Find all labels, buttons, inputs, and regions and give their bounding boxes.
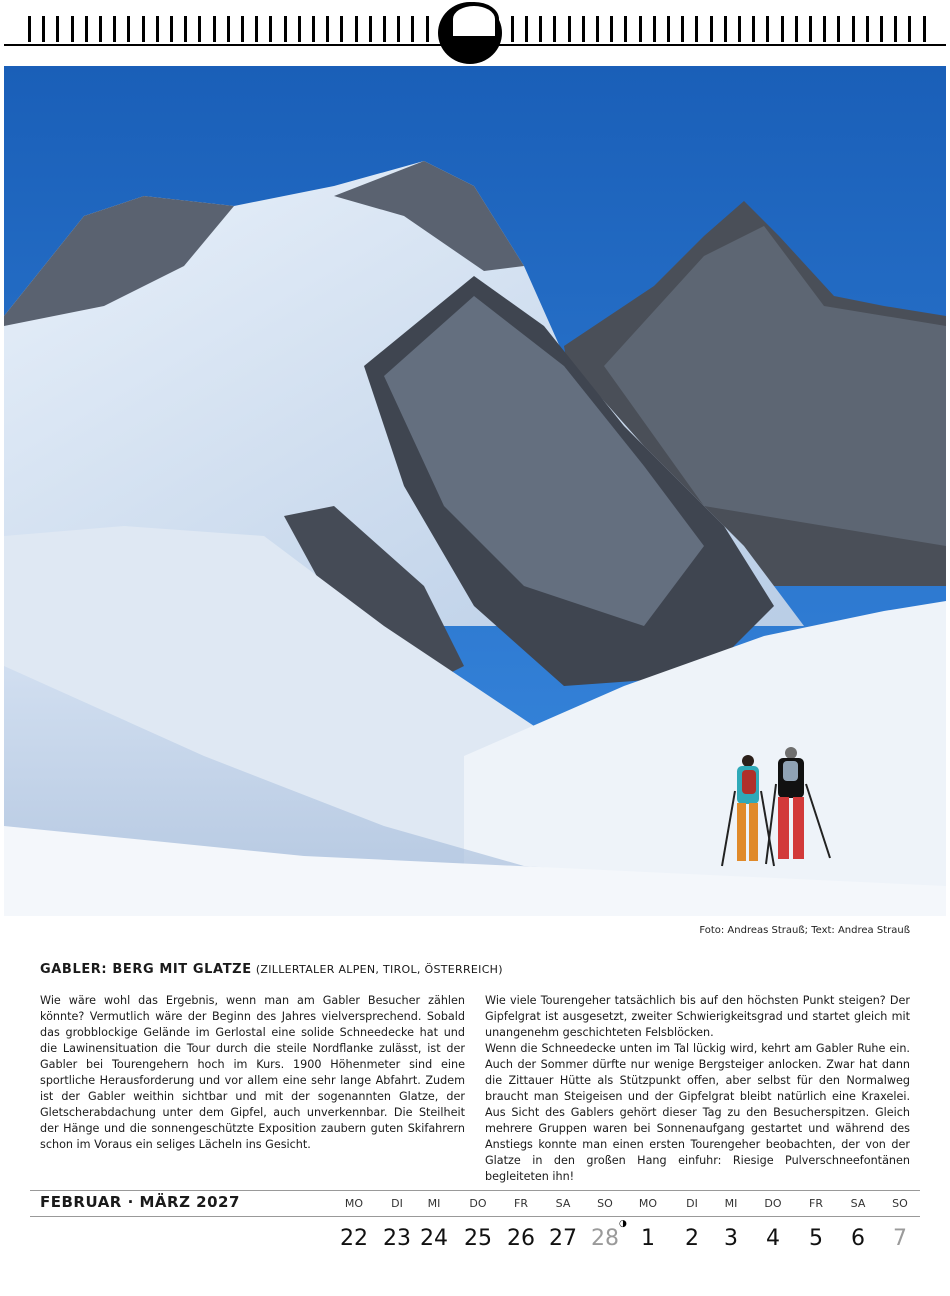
binding-hook [639, 16, 642, 42]
weekday-label: SA [555, 1197, 571, 1210]
calendar-date: 6 [851, 1226, 865, 1251]
binding-hook [355, 16, 358, 42]
binding-hook [624, 16, 627, 42]
weekday-label: DO [764, 1197, 782, 1210]
binding-hook [724, 16, 727, 42]
binding-hook [227, 16, 230, 42]
binding-hook [170, 16, 173, 42]
calendar-date: 22 [340, 1226, 368, 1251]
binding-hook [596, 16, 599, 42]
binding-hook [383, 16, 386, 42]
binding-hook [411, 16, 414, 42]
binding-hook [312, 16, 315, 42]
weekday-label: MI [724, 1197, 738, 1210]
paragraph: Wie viele Tourengeher tatsächlich bis auf den höchsten Punkt steigen? Der Gipfelgrat ist ausgesetzt, zweiter Schwierigkeitsgrad und startet gleich mit unangenehm geschichteten Felsblöcken. [485, 994, 910, 1039]
weekday-label: DI [686, 1197, 698, 1210]
binding-hook [511, 16, 514, 42]
binding-hook [269, 16, 272, 42]
page-title [40, 962, 503, 977]
binding-hook [426, 16, 429, 42]
binding-hook [837, 16, 840, 42]
binding-hook [894, 16, 897, 42]
calendar-date: 23 [383, 1226, 411, 1251]
binding-hook [184, 16, 187, 42]
weekday-label: DO [469, 1197, 487, 1210]
binding-hook [156, 16, 159, 42]
text-column-left [40, 993, 465, 1153]
binding-hook [653, 16, 656, 42]
weekday-label: SO [892, 1197, 908, 1210]
binding-hook [823, 16, 826, 42]
calendar-divider-bottom [30, 1216, 920, 1217]
binding-hook [326, 16, 329, 42]
binding-hook [99, 16, 102, 42]
binding-hook [710, 16, 713, 42]
calendar-date: 24 [420, 1226, 448, 1251]
binding-hook [127, 16, 130, 42]
spiral-binding [0, 0, 950, 64]
binding-hook [766, 16, 769, 42]
calendar-date: 25 [464, 1226, 492, 1251]
weekday-label: MO [638, 1197, 658, 1210]
binding-hook [695, 16, 698, 42]
binding-hook [241, 16, 244, 42]
binding-hook [880, 16, 883, 42]
weekday-label: SA [850, 1197, 866, 1210]
binding-hook [795, 16, 798, 42]
calendar-month-title: FEBRUAR · MÄRZ 2027 [40, 1193, 240, 1211]
binding-hook [298, 16, 301, 42]
binding-hook [142, 16, 145, 42]
weekday-label: MI [427, 1197, 441, 1210]
binding-hook [525, 16, 528, 42]
binding-hook [113, 16, 116, 42]
binding-hook [553, 16, 556, 42]
binding-hook [667, 16, 670, 42]
calendar-date: 28 [591, 1226, 619, 1251]
binding-hook [255, 16, 258, 42]
binding-hook [397, 16, 400, 42]
binding-hook [42, 16, 45, 42]
binding-hook [539, 16, 542, 42]
binding-hook [56, 16, 59, 42]
title-main: GABLER: BERG MIT GLATZE [40, 962, 252, 977]
binding-hook [610, 16, 613, 42]
mountain-photo [4, 66, 946, 916]
weekday-label: DI [391, 1197, 403, 1210]
calendar-date: 7 [893, 1226, 907, 1251]
binding-hook [284, 16, 287, 42]
calendar-date: 1 [641, 1226, 655, 1251]
binding-hook [752, 16, 755, 42]
paragraph: Wenn die Schneedecke unten im Tal lückig wird, kehrt am Gabler Ruhe ein. Auch der Sommer dürfte nur wenige Bergsteiger anlocken. Zwar hat dann die Zittauer Hütte als Stützpunkt offen, aber selbst für den Normalweg braucht man Steigeisen und der Gipfelgrat bleibt natürlich eine Kraxelei. Aus Sicht des Gablers gehört dieser Tag zu den Besucherspitzen. Gleich mehrere Gruppen waren bei Sonnenaufgang gestartet und während des Anstiegs konnte man einen ersten Tourengeher beobachten, der von der Glatze in den großen Hang einfuhr: Riesige Pulverschneefontänen begleiteten ihn! [485, 1042, 910, 1183]
photo-credit: Foto: Andreas Strauß; Text: Andrea Strauß [699, 925, 910, 936]
calendar-date: 2 [685, 1226, 699, 1251]
calendar-date: 3 [724, 1226, 738, 1251]
binding-hook [923, 16, 926, 42]
binding-hook [582, 16, 585, 42]
calendar-date: 5 [809, 1226, 823, 1251]
binding-hook [28, 16, 31, 42]
binding-hook [908, 16, 911, 42]
weekday-label: FR [514, 1197, 528, 1210]
binding-hook [85, 16, 88, 42]
weekday-label: SO [597, 1197, 613, 1210]
calendar-date: 26 [507, 1226, 535, 1251]
binding-hook [340, 16, 343, 42]
binding-hook [681, 16, 684, 42]
binding-hook [809, 16, 812, 42]
binding-hook [369, 16, 372, 42]
binding-hook [738, 16, 741, 42]
calendar-date: 4 [766, 1226, 780, 1251]
calendar-date: 27 [549, 1226, 577, 1251]
text-column-right [485, 993, 910, 1185]
binding-hook [213, 16, 216, 42]
hanger-ring [449, 2, 499, 36]
binding-hook [568, 16, 571, 42]
calendar-divider-top [30, 1190, 920, 1191]
weekday-label: MO [344, 1197, 364, 1210]
binding-hook [71, 16, 74, 42]
paragraph: Wie wäre wohl das Ergebnis, wenn man am Gabler Besucher zählen könnte? Vermutlich wäre der Beginn des Jahres vielversprechend. Sobald das grobblockige Gelände im Gerlostal eine solide Schneedecke hat und die Lawinensituation die Tour durch die steile Nordflanke zulässt, ist der Gabler bei Tourengehern hoch im Kurs. 1900 Höhenmeter sind eine sportliche Herausforderung und vor allem eine sehr lange Abfahrt. Zudem ist der Gabler weithin sichtbar und mit der sogenannten Glatze, der Gletscherabdachung unter dem Gipfel, auch unverkennbar. Die Steilheit der Hänge und die sonnengeschützte Exposition zaubern guten Skifahrern schon im Voraus ein seliges Lächeln ins Gesicht. [40, 994, 465, 1151]
binding-hook [852, 16, 855, 42]
weekday-label: FR [809, 1197, 823, 1210]
binding-hook [866, 16, 869, 42]
title-location: (ZILLERTALER ALPEN, TIROL, ÖSTERREICH) [255, 963, 503, 976]
binding-hook [198, 16, 201, 42]
moon-phase-icon: ◑ [619, 1219, 627, 1229]
binding-hook [781, 16, 784, 42]
